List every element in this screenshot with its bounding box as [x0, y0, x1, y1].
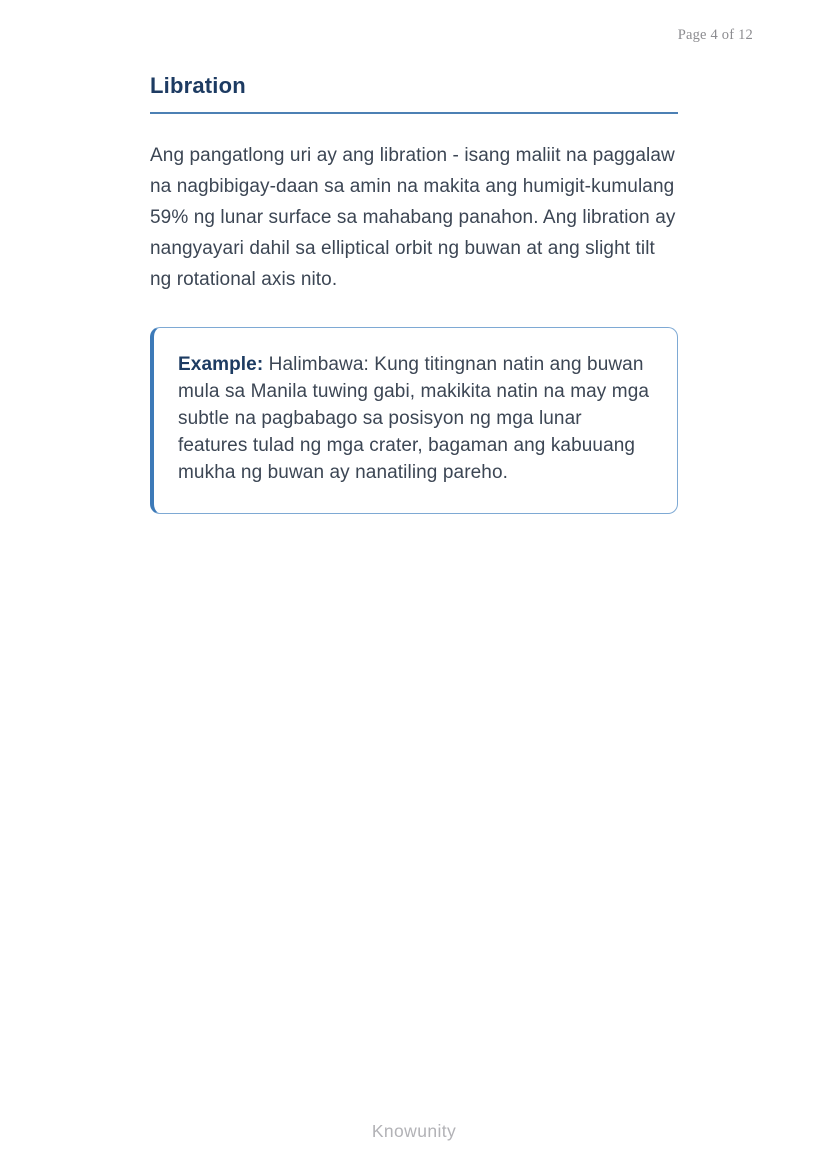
- footer-brand: Knowunity: [371, 1121, 457, 1141]
- heading-underline-divider: [150, 112, 678, 114]
- body-paragraph: Ang pangatlong uri ay ang libration - isang maliit na paggalaw na nagbibigay-daan sa amin na makita ang humigit-kumulang 59% ng lunar surface sa mahabang panahon. Ang libration ay nangyayari dahil sa elliptical orbit ng buwan at ang slight tilt ng rotational axis nito.: [150, 145, 676, 290]
- example-text: [178, 351, 651, 486]
- example-label: Example:: [178, 354, 264, 375]
- example-callout-box: [150, 327, 678, 514]
- page-indicator: Page 4 of 12: [677, 27, 753, 43]
- section-heading: Libration: [150, 73, 246, 98]
- example-body: Halimbawa: Kung titingnan natin ang buwan mula sa Manila tuwing gabi, makikita natin na may mga subtle na pagbabago sa posisyon ng mga lunar features tulad ng mga crater, bagaman ang kabuuang mukha ng buwan ay nanatiling pareho.: [178, 354, 650, 483]
